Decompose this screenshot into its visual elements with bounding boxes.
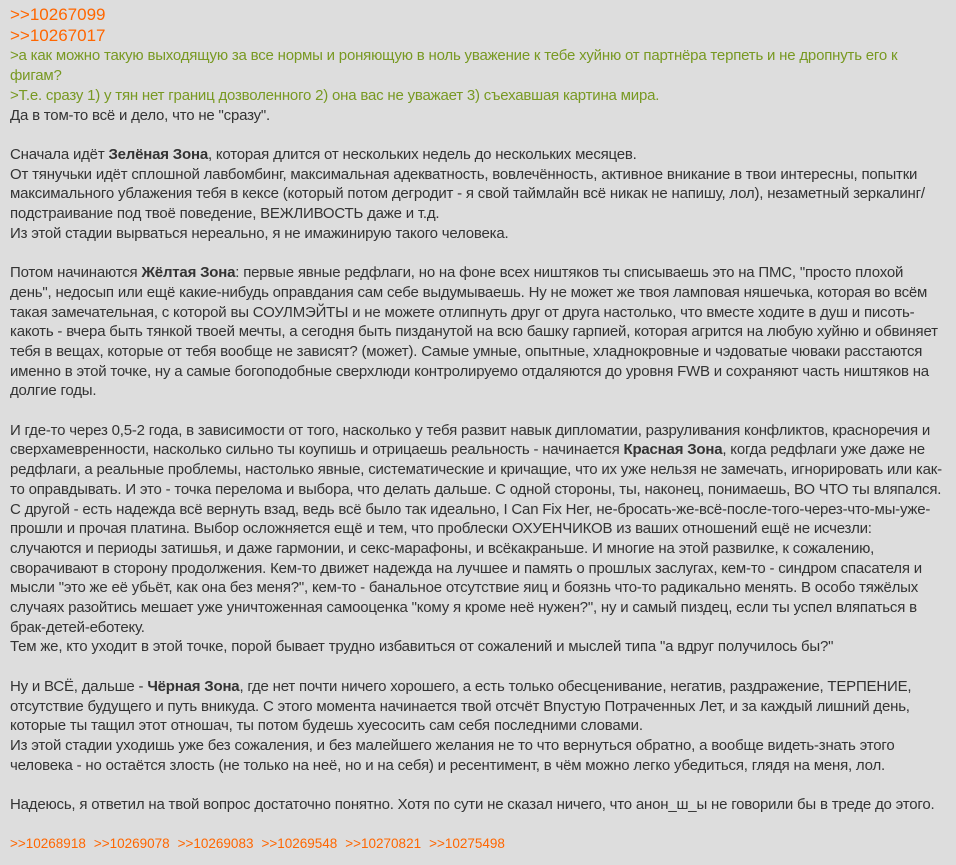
- reply-link-2[interactable]: >>10269078: [93, 836, 170, 852]
- black-zone-line-2: Из этой стадии уходишь уже без сожаления, и без малейшего желания не то что вернуться обратно, а вообще видеть-знать этого человека - но остаётся злость (не только на неё, но и на себя) и ресентимент, в чём можно легко убедиться, глядя на меня, лол.: [10, 736, 895, 774]
- green-zone-lead: Сначала идёт: [10, 145, 109, 163]
- reply-ref-link-1[interactable]: >>10267099: [10, 5, 106, 24]
- black-zone-lead: Ну и ВСЁ, дальше -: [10, 677, 148, 695]
- green-zone-line-3: Из этой стадии вырваться нереально, я не имажинирую такого человека.: [10, 224, 509, 242]
- black-zone-paragraph: [10, 677, 946, 776]
- outro-text: Надеюсь, я ответил на твой вопрос достаточно понятно. Хотя по сути не сказал ничего, что анон_ш_ы не говорили бы в треде до этого.: [10, 796, 935, 814]
- yellow-zone-text: : первые явные редфлаги, но на фоне всех ништяков ты списываешь это на ПМС, "просто плохой день", недосып или ещё какие-нибудь оправдания сам себе выдумываешь. Ну не может же твоя ламповая няшечька, которая во всём такая замечательная, с которой вы СОУЛМЭЙТЫ и не можете отлипнуть друг от друга настолько, что вместе ходите в душ и писоть-какоть - вчера быть тянкой твоей мечты, а сегодня быть пизданутой на всю башку гарпией, которая агрится на любую хуйню и обвиняет тебя в вещах, которые от тебя вообще не зависят? (может). Самые умные, опытные, хладнокровные и чэдоватые чюваки расстаются именно в этой точке, ну а самые богоподобные сверхлюди контролируемо отдаляются до уровня FWB и сохраняют часть ништяков на долгие годы.: [10, 264, 938, 400]
- red-zone-title: Красная Зона: [623, 441, 723, 459]
- greentext-quote-line-1: >а как можно такую выходящую за все нормы и роняющую в ноль уважение к тебе хуйню от партнёра терпеть и не дропнуть его к фигам?: [10, 47, 898, 85]
- red-zone-paragraph: [10, 421, 946, 657]
- green-zone-paragraph: [10, 145, 946, 244]
- reply-ref-link-2[interactable]: >>10267017: [10, 25, 106, 45]
- black-zone-text: , где нет почти ничего хорошего, а есть только обесценивание, негатив, раздражение, ТЕРПЕНИЕ, отсутствие будущего и путь вникуда. С этого момента начинается твой отсчёт Впустую Потраченных Лет, и за каждый лишний день, которые ты тащил этот отношач, ты потом будешь хуесосить сам себя последними словами.: [10, 677, 912, 735]
- reply-link-6[interactable]: >>10275498: [429, 836, 505, 852]
- green-zone-title: Зелёная Зона: [108, 145, 208, 163]
- red-zone-line-2: Тем же, кто уходит в этой точке, порой бывает трудно избавиться от сожалений и мыслей типа "а вдруг получилось бы?": [10, 638, 834, 656]
- green-zone-line-2: От тянучьки идёт сплошной лавбомбинг, максимальная адекватность, вовлечённость, активное вникание в твои интересны, попытки максимального ублажения тебя в кексе (который потом дегродит - я свой таймлайн всё никак не напишу, лол), незаметный зеркалинг/подстраивание под твоё поведение, ВЕЖЛИВОСТЬ даже и т.д.: [10, 165, 925, 223]
- greentext-quote-line-2: >Т.е. сразу 1) у тян нет границ дозволенного 2) она вас не уважает 3) съехавшая картина мира.: [10, 86, 660, 104]
- reply-link-5[interactable]: >>10270821: [345, 836, 422, 852]
- yellow-zone-lead: Потом начинаются: [10, 264, 142, 282]
- quote-block: [10, 5, 946, 125]
- reply-link-4[interactable]: >>10269548: [261, 836, 338, 852]
- reply-link-1[interactable]: >>10268918: [10, 836, 86, 852]
- replies-row: [10, 834, 946, 854]
- yellow-zone-paragraph: [10, 263, 946, 401]
- outro-paragraph: [10, 795, 946, 815]
- intro-reply-text: Да в том-то всё и дело, что не "сразу".: [10, 106, 270, 124]
- black-zone-title: Чёрная Зона: [147, 677, 240, 695]
- red-zone-text: , когда редфлаги уже даже не редфлаги, а реальные проблемы, настолько явные, систематические и кричащие, что их уже нельзя не замечать, игнорировать или как-то оправдывать. И это - точка перелома и выбора, что делать дальше. С одной стороны, ты, наконец, понимаешь, ВО ЧТО ты вляпался. С другой - есть надежда всё вернуть взад, ведь всё было так идеально, I Can Fix Her, не-бросать-же-всё-после-того-через-что-мы-уже-прошли и прочая платина. Выбор осложняется ещё и тем, что проблески ОХУЕНЧИКОВ из ваших отношений ещё не исчезли: случаются и периоды затишья, и даже гармонии, и секс-марафоны, и всёкакраньше. И многие на этой развилке, к сожалению, сворачивают в сторону продолжения. Кем-то движет надежда на лучшее и память о прошлых заслугах, кем-то - синдром спасателя и мысли "это же её убьёт, как она без меня?", кем-то - банальное отсутствие яиц и боязнь что-то радикально менять. В особо тяжёлых случаях разойтись мешает уже уничтоженная самооценка "кому я кроме неё нужен?", ну и самый пиздец, если ты успел вляпаться в брак-детей-еботеку.: [10, 441, 942, 636]
- yellow-zone-title: Жёлтая Зона: [141, 264, 236, 282]
- reply-link-3[interactable]: >>10269083: [177, 836, 254, 852]
- green-zone-text: , которая длится от нескольких недель до нескольких месяцев.: [207, 145, 637, 163]
- red-zone-lead: И где-то через 0,5-2 года, в зависимости от того, насколько у тебя развит навык дипломатии, разруливания конфликтов, красноречия и сверхамевренности, насколько сильно ты коупишь и отрицаешь реальность - начинается: [10, 421, 931, 459]
